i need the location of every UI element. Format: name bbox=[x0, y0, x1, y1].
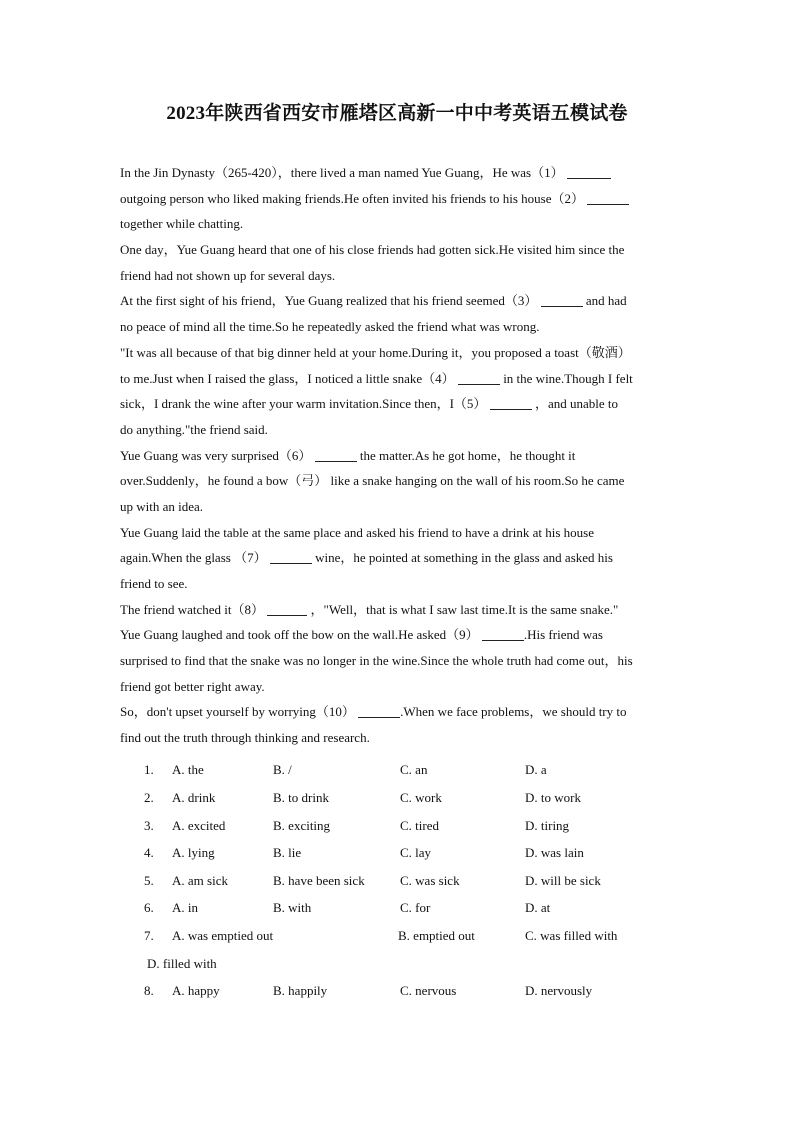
option-c[interactable]: C. lay bbox=[400, 845, 432, 860]
answer-blank-10[interactable] bbox=[358, 703, 400, 718]
page-title: 2023年陕西省西安市雁塔区高新一中中考英语五模试卷 bbox=[166, 103, 628, 124]
passage-text: sick，I drank the wine after your warm invitation.Since then，I（5） bbox=[120, 396, 487, 412]
passage-text: ，"Well，that is what I saw last time.It is the same snake." bbox=[310, 601, 619, 617]
passage-line: find out the truth through thinking and research. bbox=[120, 730, 370, 746]
passage-line: together while chatting. bbox=[120, 216, 244, 232]
passage-line: up with an idea. bbox=[120, 498, 204, 514]
question-row bbox=[0, 784, 794, 811]
passage-line bbox=[120, 545, 680, 571]
option-c[interactable]: C. tired bbox=[400, 818, 439, 833]
passage-text: In the Jin Dynasty（265-420），there lived a man named Yue Guang，He was（1） bbox=[120, 165, 564, 180]
passage-text: to me.Just when I raised the glass，I noticed a little snake（4） bbox=[120, 370, 455, 386]
passage-text: So，don't upset yourself by worrying（10） bbox=[120, 704, 355, 720]
question-number: 7. bbox=[144, 928, 154, 943]
option-d[interactable]: D. will be sick bbox=[525, 873, 601, 888]
option-c[interactable]: C. nervous bbox=[400, 983, 457, 998]
answer-blank-3[interactable] bbox=[541, 292, 583, 307]
passage-line: surprised to find that the snake was no longer in the wine.Since the whole truth had come out，his bbox=[120, 653, 633, 669]
passage-line bbox=[120, 391, 680, 417]
question-row bbox=[0, 867, 794, 894]
question-row bbox=[0, 839, 794, 866]
passage-line bbox=[120, 186, 680, 212]
answer-blank-9[interactable] bbox=[482, 626, 524, 641]
question-number: 5. bbox=[144, 873, 154, 888]
option-b[interactable]: B. lie bbox=[273, 845, 302, 860]
passage-text: wine，he pointed at something in the glass and asked his bbox=[315, 550, 613, 566]
question-number: 6. bbox=[144, 900, 154, 915]
passage-text: in the wine.Though I felt bbox=[503, 370, 633, 386]
passage-text: .When we face problems，we should try to bbox=[400, 704, 627, 720]
passage-line bbox=[120, 597, 680, 623]
option-c[interactable]: C. work bbox=[400, 790, 442, 805]
passage-text: At the first sight of his friend，Yue Guang realized that his friend seemed（3） bbox=[120, 293, 538, 309]
option-a[interactable]: A. happy bbox=[172, 983, 220, 998]
option-d[interactable]: D. to work bbox=[525, 790, 581, 805]
passage-text: outgoing person who liked making friends.He often invited his friends to his house（2） bbox=[120, 190, 584, 206]
option-a[interactable]: A. drink bbox=[172, 790, 216, 805]
passage bbox=[120, 160, 680, 751]
question-row bbox=[0, 756, 794, 783]
passage-line: Yue Guang laid the table at the same place and asked his friend to have a drink at his house bbox=[120, 524, 594, 540]
question-row bbox=[0, 977, 794, 1004]
option-c[interactable]: C. was filled with bbox=[525, 928, 618, 943]
question-number: 1. bbox=[144, 762, 154, 777]
passage-line: One day，Yue Guang heard that one of his close friends had gotten sick.He visited him since the bbox=[120, 242, 625, 258]
question-number: 2. bbox=[144, 790, 154, 805]
option-a[interactable]: A. in bbox=[172, 900, 198, 915]
option-a[interactable]: A. excited bbox=[172, 818, 226, 833]
question-number: 4. bbox=[144, 845, 154, 860]
option-a[interactable]: A. am sick bbox=[172, 873, 228, 888]
option-b[interactable]: B. / bbox=[273, 762, 292, 777]
passage-text: The friend watched it（8） bbox=[120, 601, 265, 617]
answer-blank-5[interactable] bbox=[490, 395, 532, 410]
passage-text: Yue Guang laughed and took off the bow on the wall.He asked（9） bbox=[120, 627, 479, 643]
option-d[interactable]: D. nervously bbox=[525, 983, 593, 998]
question-row-wrap bbox=[0, 950, 794, 977]
option-c[interactable]: C. an bbox=[400, 762, 428, 777]
answer-blank-8[interactable] bbox=[267, 601, 307, 616]
question-row bbox=[0, 894, 794, 921]
passage-line: friend got better right away. bbox=[120, 678, 265, 694]
answer-blank-2[interactable] bbox=[587, 190, 629, 205]
answer-blank-7[interactable] bbox=[270, 549, 312, 564]
passage-text: Yue Guang was very surprised（6） bbox=[120, 447, 312, 463]
answer-blank-1[interactable] bbox=[567, 164, 611, 179]
passage-line: friend to see. bbox=[120, 576, 188, 591]
passage-line: over.Suddenly，he found a bow（弓） like a snake hanging on the wall of his room.So he came bbox=[120, 473, 625, 489]
question-row bbox=[0, 922, 794, 949]
passage-line bbox=[120, 622, 680, 648]
passage-text: the matter.As he got home，he thought it bbox=[359, 447, 576, 463]
passage-text: again.When the glass （7） bbox=[120, 550, 267, 566]
option-a[interactable]: A. was emptied out bbox=[172, 928, 274, 943]
question-row bbox=[0, 812, 794, 839]
passage-line bbox=[120, 288, 680, 314]
passage-line: "It was all because of that big dinner held at your home.During it，you proposed a toast（敬酒） bbox=[120, 344, 631, 360]
option-b[interactable]: B. have been sick bbox=[273, 873, 365, 888]
option-b[interactable]: B. emptied out bbox=[398, 928, 475, 943]
passage-line bbox=[120, 699, 680, 725]
answer-blank-6[interactable] bbox=[315, 447, 357, 462]
option-b[interactable]: B. happily bbox=[273, 983, 328, 998]
option-b[interactable]: B. to drink bbox=[273, 790, 329, 805]
passage-line: friend had not shown up for several days. bbox=[120, 267, 336, 283]
passage-text: ，and unable to bbox=[534, 396, 618, 412]
option-d[interactable]: D. tiring bbox=[525, 818, 570, 833]
passage-text: and had bbox=[585, 293, 627, 309]
option-a[interactable]: A. the bbox=[172, 762, 204, 777]
option-b[interactable]: B. with bbox=[273, 900, 312, 915]
option-d[interactable]: D. was lain bbox=[525, 845, 584, 860]
option-c[interactable]: C. was sick bbox=[400, 873, 460, 888]
question-number: 3. bbox=[144, 818, 154, 833]
option-b[interactable]: B. exciting bbox=[273, 818, 331, 833]
passage-text: .His friend was bbox=[523, 627, 603, 643]
question-number: 8. bbox=[144, 983, 154, 998]
option-d[interactable]: D. at bbox=[525, 900, 551, 915]
passage-line bbox=[120, 443, 680, 469]
passage-line: do anything."the friend said. bbox=[120, 421, 268, 437]
option-d[interactable]: D. filled with bbox=[147, 956, 217, 971]
option-c[interactable]: C. for bbox=[400, 900, 431, 915]
answer-blank-4[interactable] bbox=[458, 370, 500, 385]
passage-line: no peace of mind all the time.So he repeatedly asked the friend what was wrong. bbox=[120, 319, 540, 335]
passage-line bbox=[120, 160, 680, 186]
passage-line bbox=[120, 366, 680, 392]
option-a[interactable]: A. lying bbox=[172, 845, 215, 860]
option-d[interactable]: D. a bbox=[525, 762, 547, 777]
